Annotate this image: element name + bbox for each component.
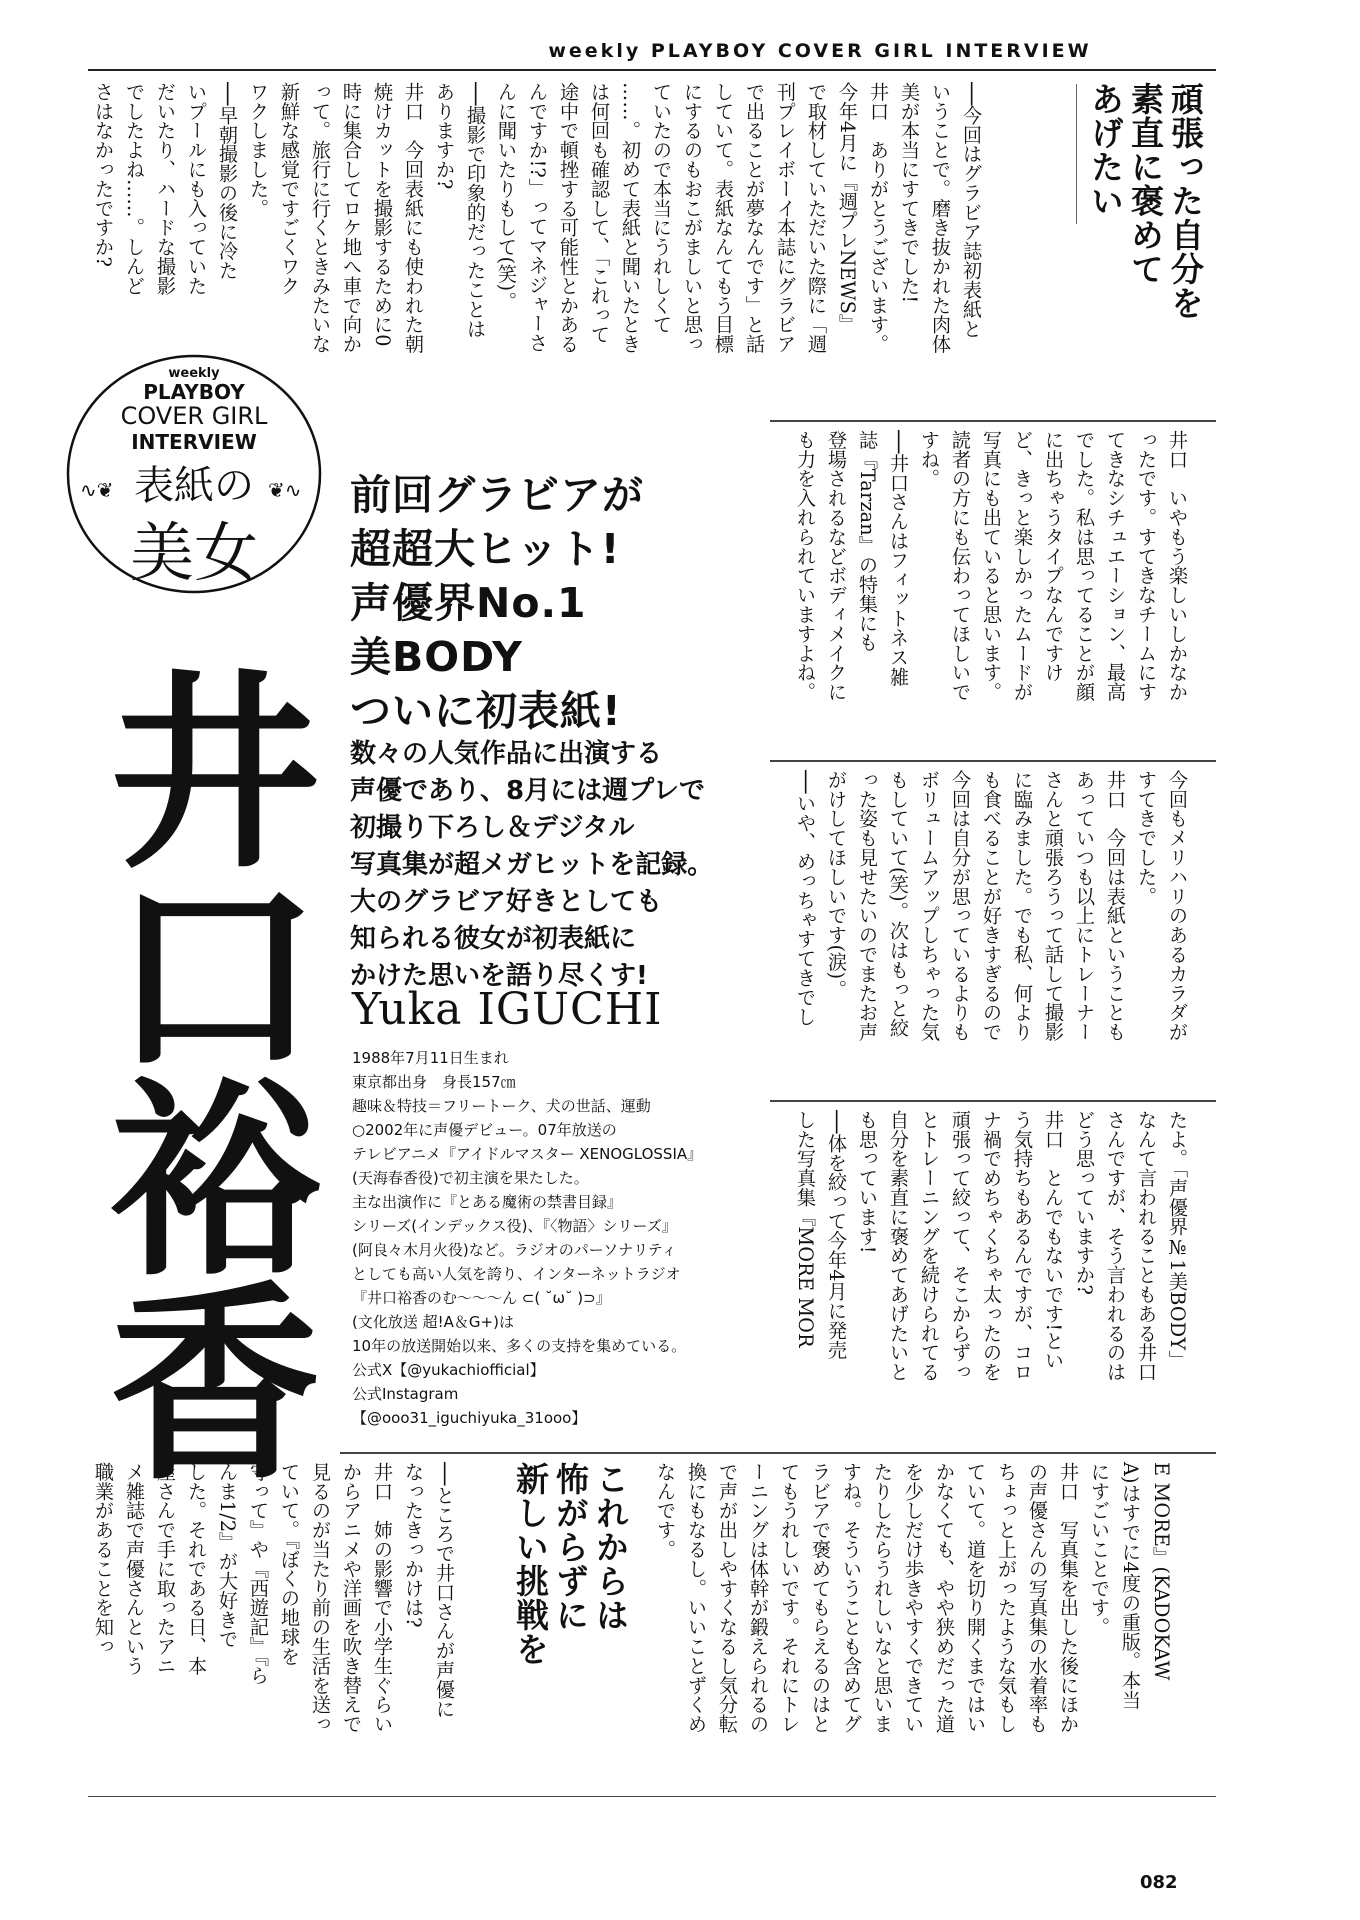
profile-line: 公式X【@yukachiofficial】 <box>352 1361 545 1379</box>
column-divider <box>770 420 1216 422</box>
profile-line: 趣味＆特技＝フリートーク、犬の世話、運動 <box>352 1097 651 1115</box>
header-rule <box>88 69 1216 71</box>
lead-line: 声優界No.1 <box>350 579 587 627</box>
lead-line: 超超大ヒット! <box>350 525 621 573</box>
description-line: 写真集が超メガヒットを記録。 <box>350 850 714 880</box>
column-2: 井口 いやもう楽しいしかなか ったです。すてきなチームにす てきなシチュエーション、最高 でした。私は思ってることが顔 に出ちゃうタイプなんですけ ど、きっと楽しかったムードが 写真にも出ていると思います。 読者の方にも伝わってほしいで すね。 ──井口さんはフィットネス雑 誌『Tarzan』の特集にも 登場されるなどボディメイクに も力を入れられていますよね。 <box>794 430 1189 702</box>
profile-line: (阿良々木月火役)など。ラジオのパーソナリティ <box>352 1241 677 1259</box>
heading-rule <box>1076 84 1077 224</box>
ornament-right-icon: ❦∿ <box>268 478 302 502</box>
profile-line: としても高い人気を誇り、インターネットラジオ <box>352 1265 681 1283</box>
description-line: 知られる彼女が初表紙に <box>350 924 637 954</box>
profile-line: ○2002年に声優デビュー。07年放送の <box>352 1121 617 1139</box>
profile-line: 公式Instagram <box>352 1385 459 1403</box>
cover-girl-name: 井口裕香 <box>75 662 322 1478</box>
lead-line: ついに初表紙! <box>350 687 622 735</box>
description <box>350 736 750 995</box>
column-divider <box>340 1452 1216 1454</box>
description-line: 声優であり、8月には週プレで <box>350 776 706 806</box>
footer-rule <box>88 1796 1216 1797</box>
column-6: ──ところで井口さんが声優に なったきっかけは? 井口 姉の影響で小学生ぐらい からアニメや洋画を吹き替えで 見るのが当たり前の生活を送っ ていて。『ぼくの地球を 守って』や『西遊記』『ら んま1/2』が大好きで した。それである日、本 屋さんで手に取ったアニ メ雑誌で声優さんという 職業があることを知っ <box>92 1462 456 1734</box>
lead-line: 美BODY <box>350 633 523 681</box>
logo-interview: INTERVIEW <box>131 430 257 454</box>
page-number: 082 <box>1140 1872 1178 1893</box>
header-title: weekly PLAYBOY COVER GIRL INTERVIEW <box>548 40 1092 62</box>
description-line: 初撮り下ろし＆デジタル <box>350 813 635 843</box>
description-line: 大のグラビア好きとしても <box>350 887 663 917</box>
ornament-left-icon: ∿❦ <box>80 478 114 502</box>
profile-line: 主な出演作に『とある魔術の禁書目録』 <box>352 1193 623 1211</box>
profile-line: 『井口裕香のむ～～～ん ⊂( ˘ω˘ )⊃』 <box>352 1289 611 1307</box>
heading-new-challenge: これからは 怖がらずに 新しい挑戦を <box>511 1462 630 1666</box>
romaji-name: Yuka IGUCHI <box>352 984 663 1035</box>
logo-weekly: weekly <box>168 366 220 381</box>
lead-line: 前回グラビアが <box>350 471 644 519</box>
logo-playboy: PLAYBOY <box>143 380 245 404</box>
description-line: かけた思いを語り尽くす! <box>350 961 648 991</box>
column-1: ──今回はグラビア誌初表紙と いうことで。磨き抜かれた肉体 美が本当にすてきでした! 井口 ありがとうございます。 今年4月に『週プレNEWS』 で取材していただいた際に「週 刊プレイボーイ本誌にグラビア で出ることが夢なんです」と話 していて。表紙なんてもう目標 にするのもおこがましいと思っ ていたので本当にうれしくて ……。初めて表紙と聞いたとき は何回も確認して、「これって 途中で頓挫する可能性とかある んですか!?」ってマネジャーさ んに聞いたりもして(笑)。 ──撮影で印象的だったことは ありますか? 井口 今回表紙にも使われた朝 焼けカットを撮影するために0 時に集合してロケ地へ車で向か って。旅行に行くときみたいな 新鮮な感覚ですごくワク ワクしました。 ──早朝撮影の後に冷た いプールにも入っていた だいたり、ハードな撮影 でしたよね……。しんど さはなかったですか? <box>92 82 983 354</box>
column-divider <box>770 760 1216 762</box>
column-5: E MORE』(KADOKAW A)はすでに4度の重版。本当 にすごいことです。 井口 写真集を出した後にほか の声優さんの写真集の水着率も ちょっと上がったような気もし ていて。道を切り開くまではい かなくても、やや狭めだった道 を少しだけ歩きやすくできてい たりしたらうれしいなと思いま すね。そういうことも含めてグ ラビアで褒めてもらえるのはと てもうれしいです。それにトレ ーニングは体幹が鍛えられるの で声が出しやすくなるし気分転 換にもなるし。いいことずくめ なんです。 <box>654 1462 1173 1734</box>
heading-praise-self: 頑張った自分を 素直に褒めて あげたい <box>1086 82 1205 320</box>
profile-line: シリーズ(インデックス役)、『〈物語〉シリーズ』 <box>352 1217 677 1235</box>
profile-line: (天海春香役)で初主演を果たした。 <box>352 1169 589 1187</box>
column-divider <box>770 1100 1216 1102</box>
profile-line: (文化放送 超!A＆G+)は <box>352 1313 514 1331</box>
description-line: 数々の人気作品に出演する <box>350 739 663 769</box>
logo-title-2: 美女 <box>130 517 258 591</box>
profile <box>352 1046 772 1430</box>
cover-girl-logo <box>64 352 324 597</box>
profile-line: 東京都出身 身長157㎝ <box>352 1073 516 1091</box>
logo-cover-girl: COVER GIRL <box>120 402 268 430</box>
profile-line: 【@ooo31_iguchiyuka_31ooo】 <box>352 1409 587 1427</box>
profile-line: テレビアニメ『アイドルマスター XENOGLOSSIA』 <box>352 1145 703 1163</box>
profile-line: 1988年7月11日生まれ <box>352 1049 509 1067</box>
column-4: たよ。「声優界№1美BODY」 なんて言われることもある井口 さんですが、そう言われるのは どう思っていますか? 井口 とんでもないです!とい う気持ちもあるんですが、コロ ナ禍でめちゃくちゃ太ったのを 頑張って絞って、そこからずっ とトレーニングを続けられてる 自分を素直に褒めてあげたいと も思っています! ──体を絞って今年4月に発売 した写真集『MORE MOR <box>794 1110 1189 1382</box>
logo-title-1: 表紙の <box>134 463 254 509</box>
lead-headline <box>350 468 740 738</box>
column-3: 今回もメリハリのあるカラダが すてきでした。 井口 今回は表紙ということも あっていつも以上にトレーナー さんと頑張ろうって話して撮影 に臨みました。でも私、何より も食べることが好きすぎるので 今回は自分が思っているよりも ボリュームアップしちゃった気 もしていて(笑)。次はもっと絞 った姿も見せたいのでまたお声 がけしてほしいです(涙)。 ──いや、めっちゃすてきでし <box>794 770 1189 1042</box>
profile-line: 10年の放送開始以来、多くの支持を集めている。 <box>352 1337 687 1355</box>
